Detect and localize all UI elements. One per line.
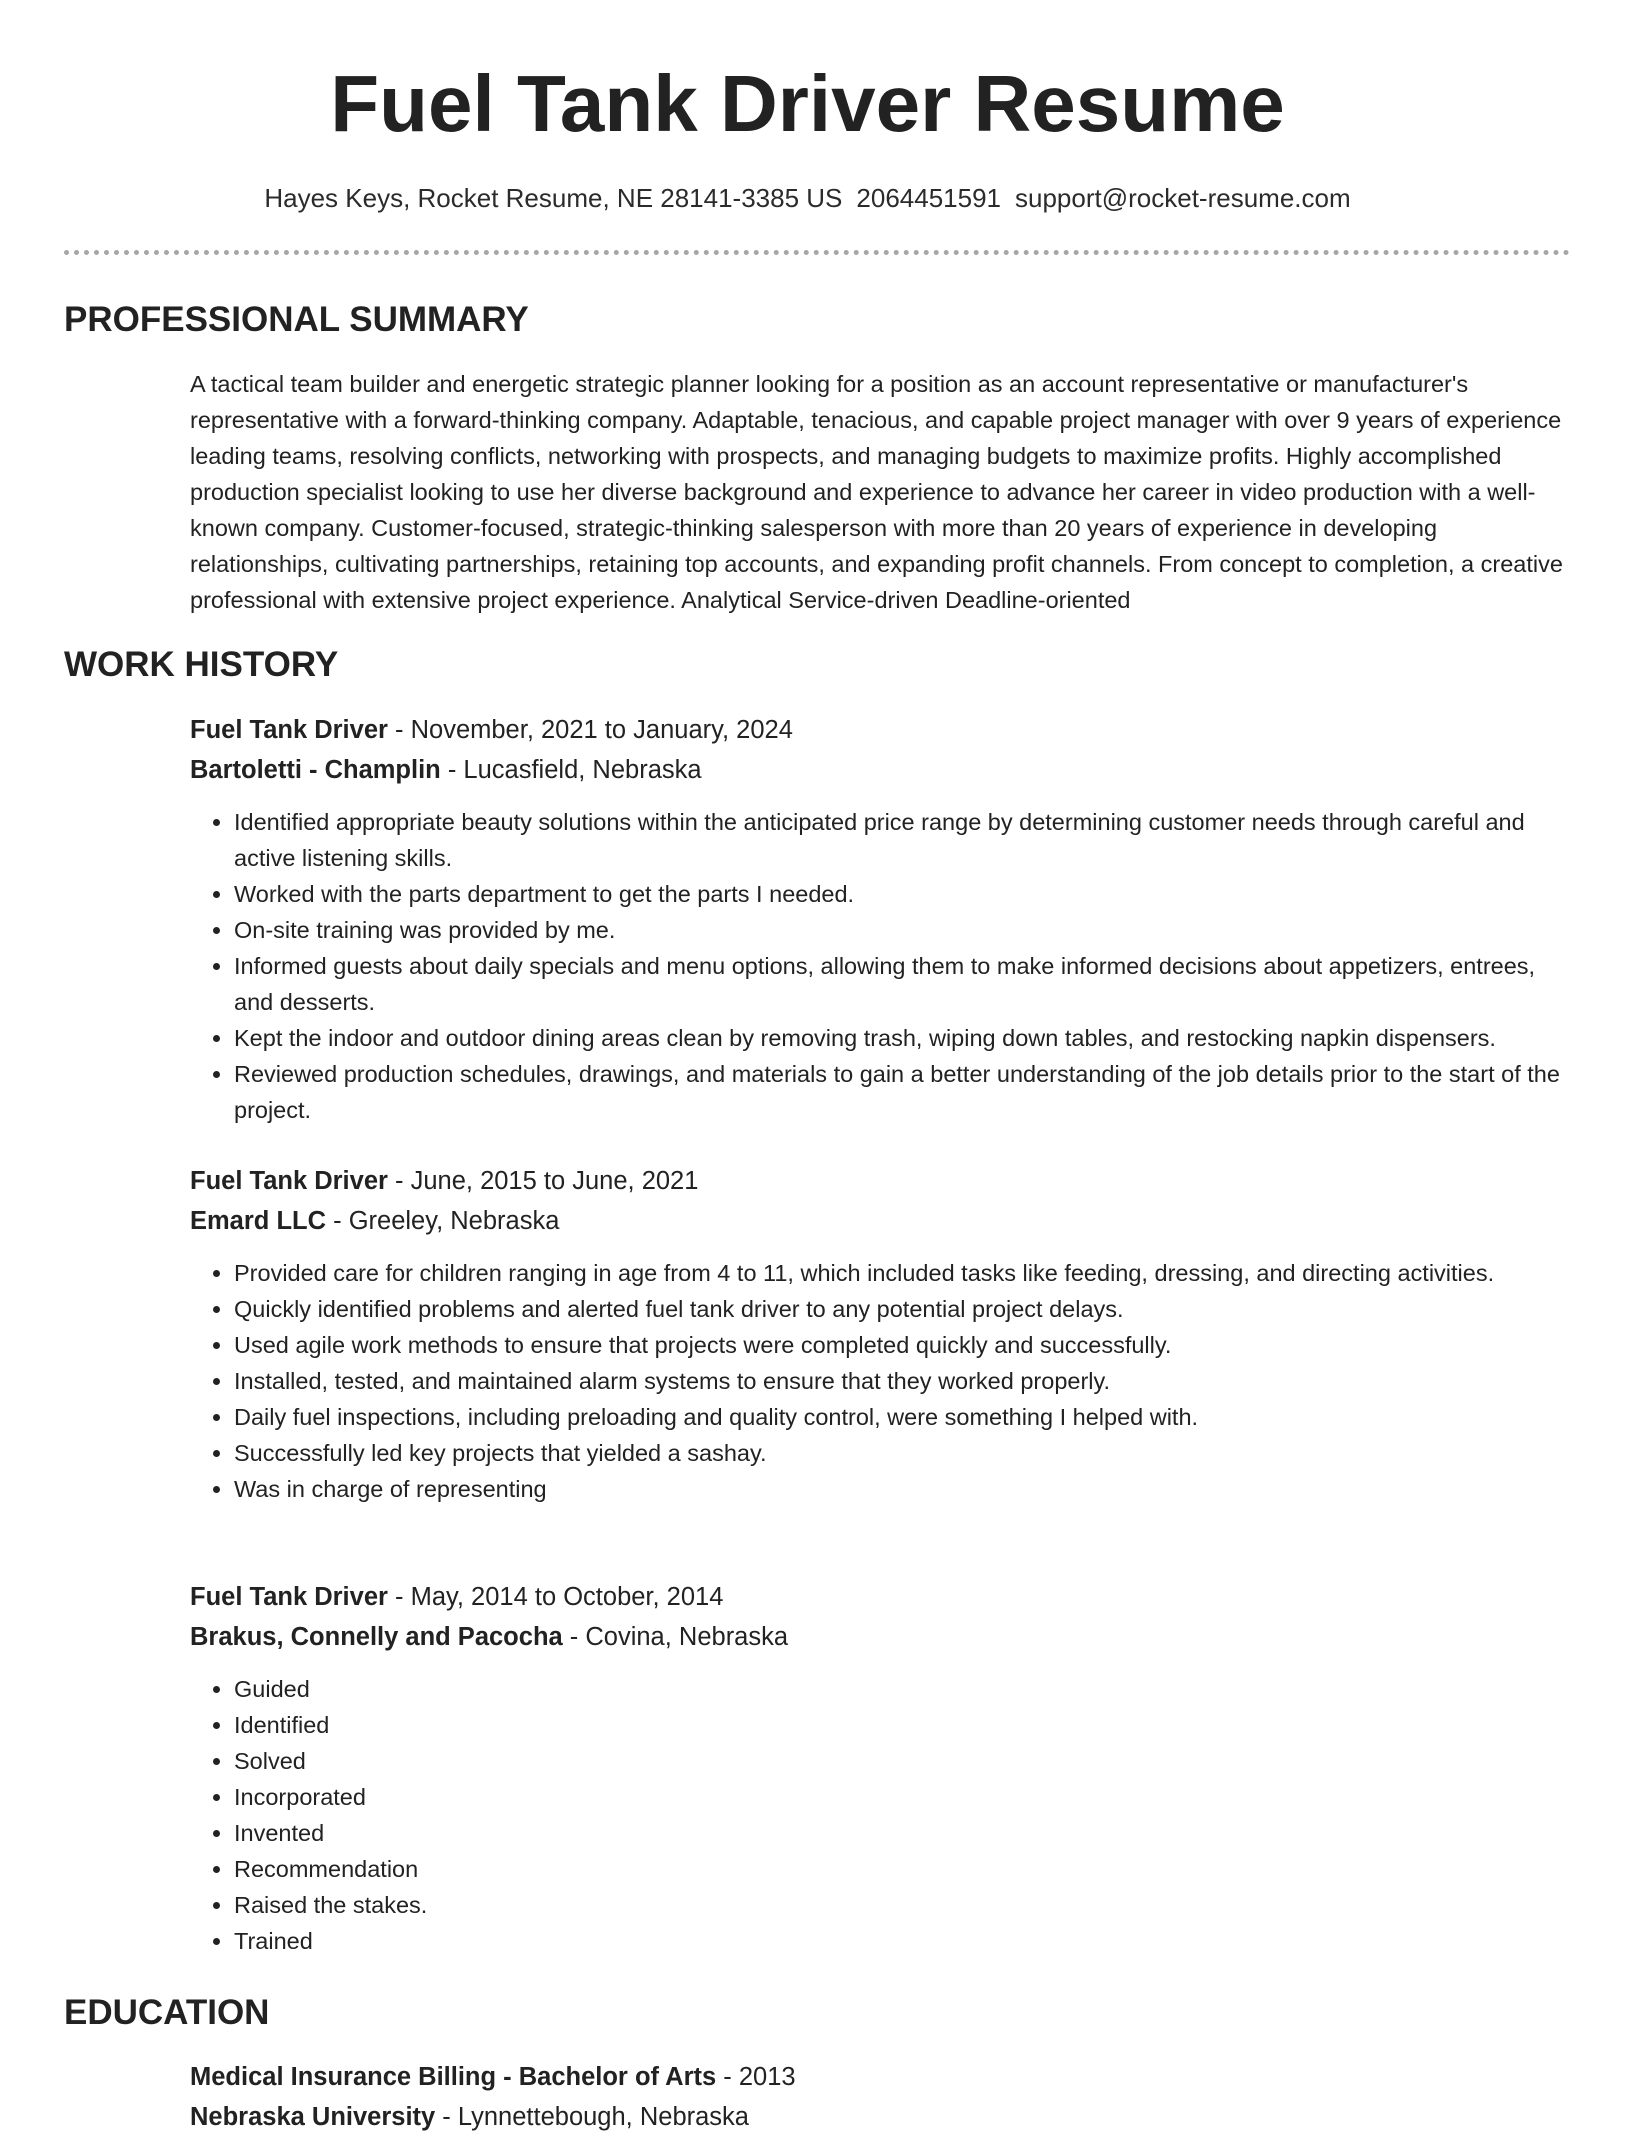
degree-name: Medical Insurance Billing - Bachelor of Arts [190, 2063, 717, 2091]
job-title: Fuel Tank Driver [190, 1583, 388, 1611]
contact-email[interactable]: support@rocket-resume.com [1015, 183, 1351, 213]
bullet-item: • Daily fuel inspections, including preloading and quality control, were something I helped with. [234, 1399, 1570, 1435]
bullet-item: • On-site training was provided by me. [234, 912, 1570, 948]
company-location: - Covina, Nebraska [562, 1623, 789, 1651]
school-line [190, 2099, 749, 2135]
contact-phone: 2064451591 [856, 183, 1002, 213]
bullet-item: • Trained [234, 1923, 1570, 1959]
bullet-item: • Raised the stakes. [234, 1887, 1570, 1923]
education-heading: EDUCATION [64, 1993, 270, 2032]
resume-title: Fuel Tank Driver Resume [330, 59, 1285, 148]
job-title-line [190, 1163, 698, 1199]
school-name: Nebraska University [190, 2103, 436, 2131]
company-name: Brakus, Connelly and Pacocha [190, 1623, 563, 1651]
bullet-item: • Solved [234, 1743, 1570, 1779]
bullet-item: • Guided [234, 1671, 1570, 1707]
bullet-item: • Informed guests about daily specials and menu options, allowing them to make informed decisions about appetizers, entrees, and desserts. [234, 948, 1570, 1020]
contact-line [0, 181, 1615, 215]
summary-text: A tactical team builder and energetic strategic planner looking for a position as an account representative or manufacturer's representative with a forward-thinking company. Adaptable, tenacious, and capable project manager with over 9 years of experience leading teams, resolving conflicts, networking with prospects, and managing budgets to maximize profits. Highly accomplished production specialist looking to use her diverse background and experience to advance her career in video production with a well-known company. Customer-focused, strategic-thinking salesperson with more than 20 years of experience in developing relationships, cultivating partnerships, retaining top accounts, and expanding profit channels. From concept to completion, a creative professional with extensive project experience. Analytical Service-driven Deadline-oriented [190, 371, 1563, 613]
job-dates: - November, 2021 to January, 2024 [387, 716, 793, 744]
company-line [190, 1619, 788, 1655]
bullet-item: • Successfully led key projects that yielded a sashay. [234, 1435, 1570, 1471]
company-line [190, 752, 702, 788]
bullet-item: • Provided care for children ranging in age from 4 to 11, which included tasks like feeding, dressing, and directing activities. [234, 1255, 1570, 1291]
job-title-line [190, 1579, 723, 1615]
bullet-item: • Installed, tested, and maintained alarm systems to ensure that they worked properly. [234, 1363, 1570, 1399]
header-divider [64, 250, 1570, 255]
company-location: - Lucasfield, Nebraska [440, 756, 702, 784]
bullet-item: • Recommendation [234, 1851, 1570, 1887]
contact-address: Hayes Keys, Rocket Resume, NE 28141-3385 US [264, 183, 843, 213]
job-bullets [190, 1671, 1570, 1959]
work-history-heading: WORK HISTORY [64, 645, 339, 684]
bullet-item: • Was in charge of representing [234, 1471, 1570, 1507]
job-title: Fuel Tank Driver [190, 716, 388, 744]
company-line [190, 1203, 559, 1239]
company-name: Bartoletti - Champlin [190, 756, 441, 784]
bullet-item: • Used agile work methods to ensure that projects were completed quickly and successfully. [234, 1327, 1570, 1363]
degree-line [190, 2059, 796, 2095]
degree-year: - 2013 [716, 2063, 796, 2091]
bullet-item: • Kept the indoor and outdoor dining areas clean by removing trash, wiping down tables, and restocking napkin dispensers. [234, 1020, 1570, 1056]
bullet-item: • Incorporated [234, 1779, 1570, 1815]
bullet-item: • Identified [234, 1707, 1570, 1743]
company-name: Emard LLC [190, 1207, 327, 1235]
bullet-item: • Identified appropriate beauty solutions within the anticipated price range by determining customer needs through careful and active listening skills. [234, 804, 1570, 876]
job-bullets [190, 1255, 1570, 1507]
job-title-line [190, 712, 793, 748]
summary-heading: PROFESSIONAL SUMMARY [64, 300, 529, 339]
company-location: - Greeley, Nebraska [326, 1207, 560, 1235]
job-dates: - May, 2014 to October, 2014 [387, 1583, 724, 1611]
school-location: - Lynnettebough, Nebraska [435, 2103, 749, 2131]
job-dates: - June, 2015 to June, 2021 [387, 1167, 699, 1195]
bullet-item: • Invented [234, 1815, 1570, 1851]
bullet-item: • Quickly identified problems and alerted fuel tank driver to any potential project delays. [234, 1291, 1570, 1327]
job-title: Fuel Tank Driver [190, 1167, 388, 1195]
job-bullets [190, 804, 1570, 1128]
bullet-item: • Reviewed production schedules, drawings, and materials to gain a better understanding of the job details prior to the start of the project. [234, 1056, 1570, 1128]
bullet-item: • Worked with the parts department to get the parts I needed. [234, 876, 1570, 912]
